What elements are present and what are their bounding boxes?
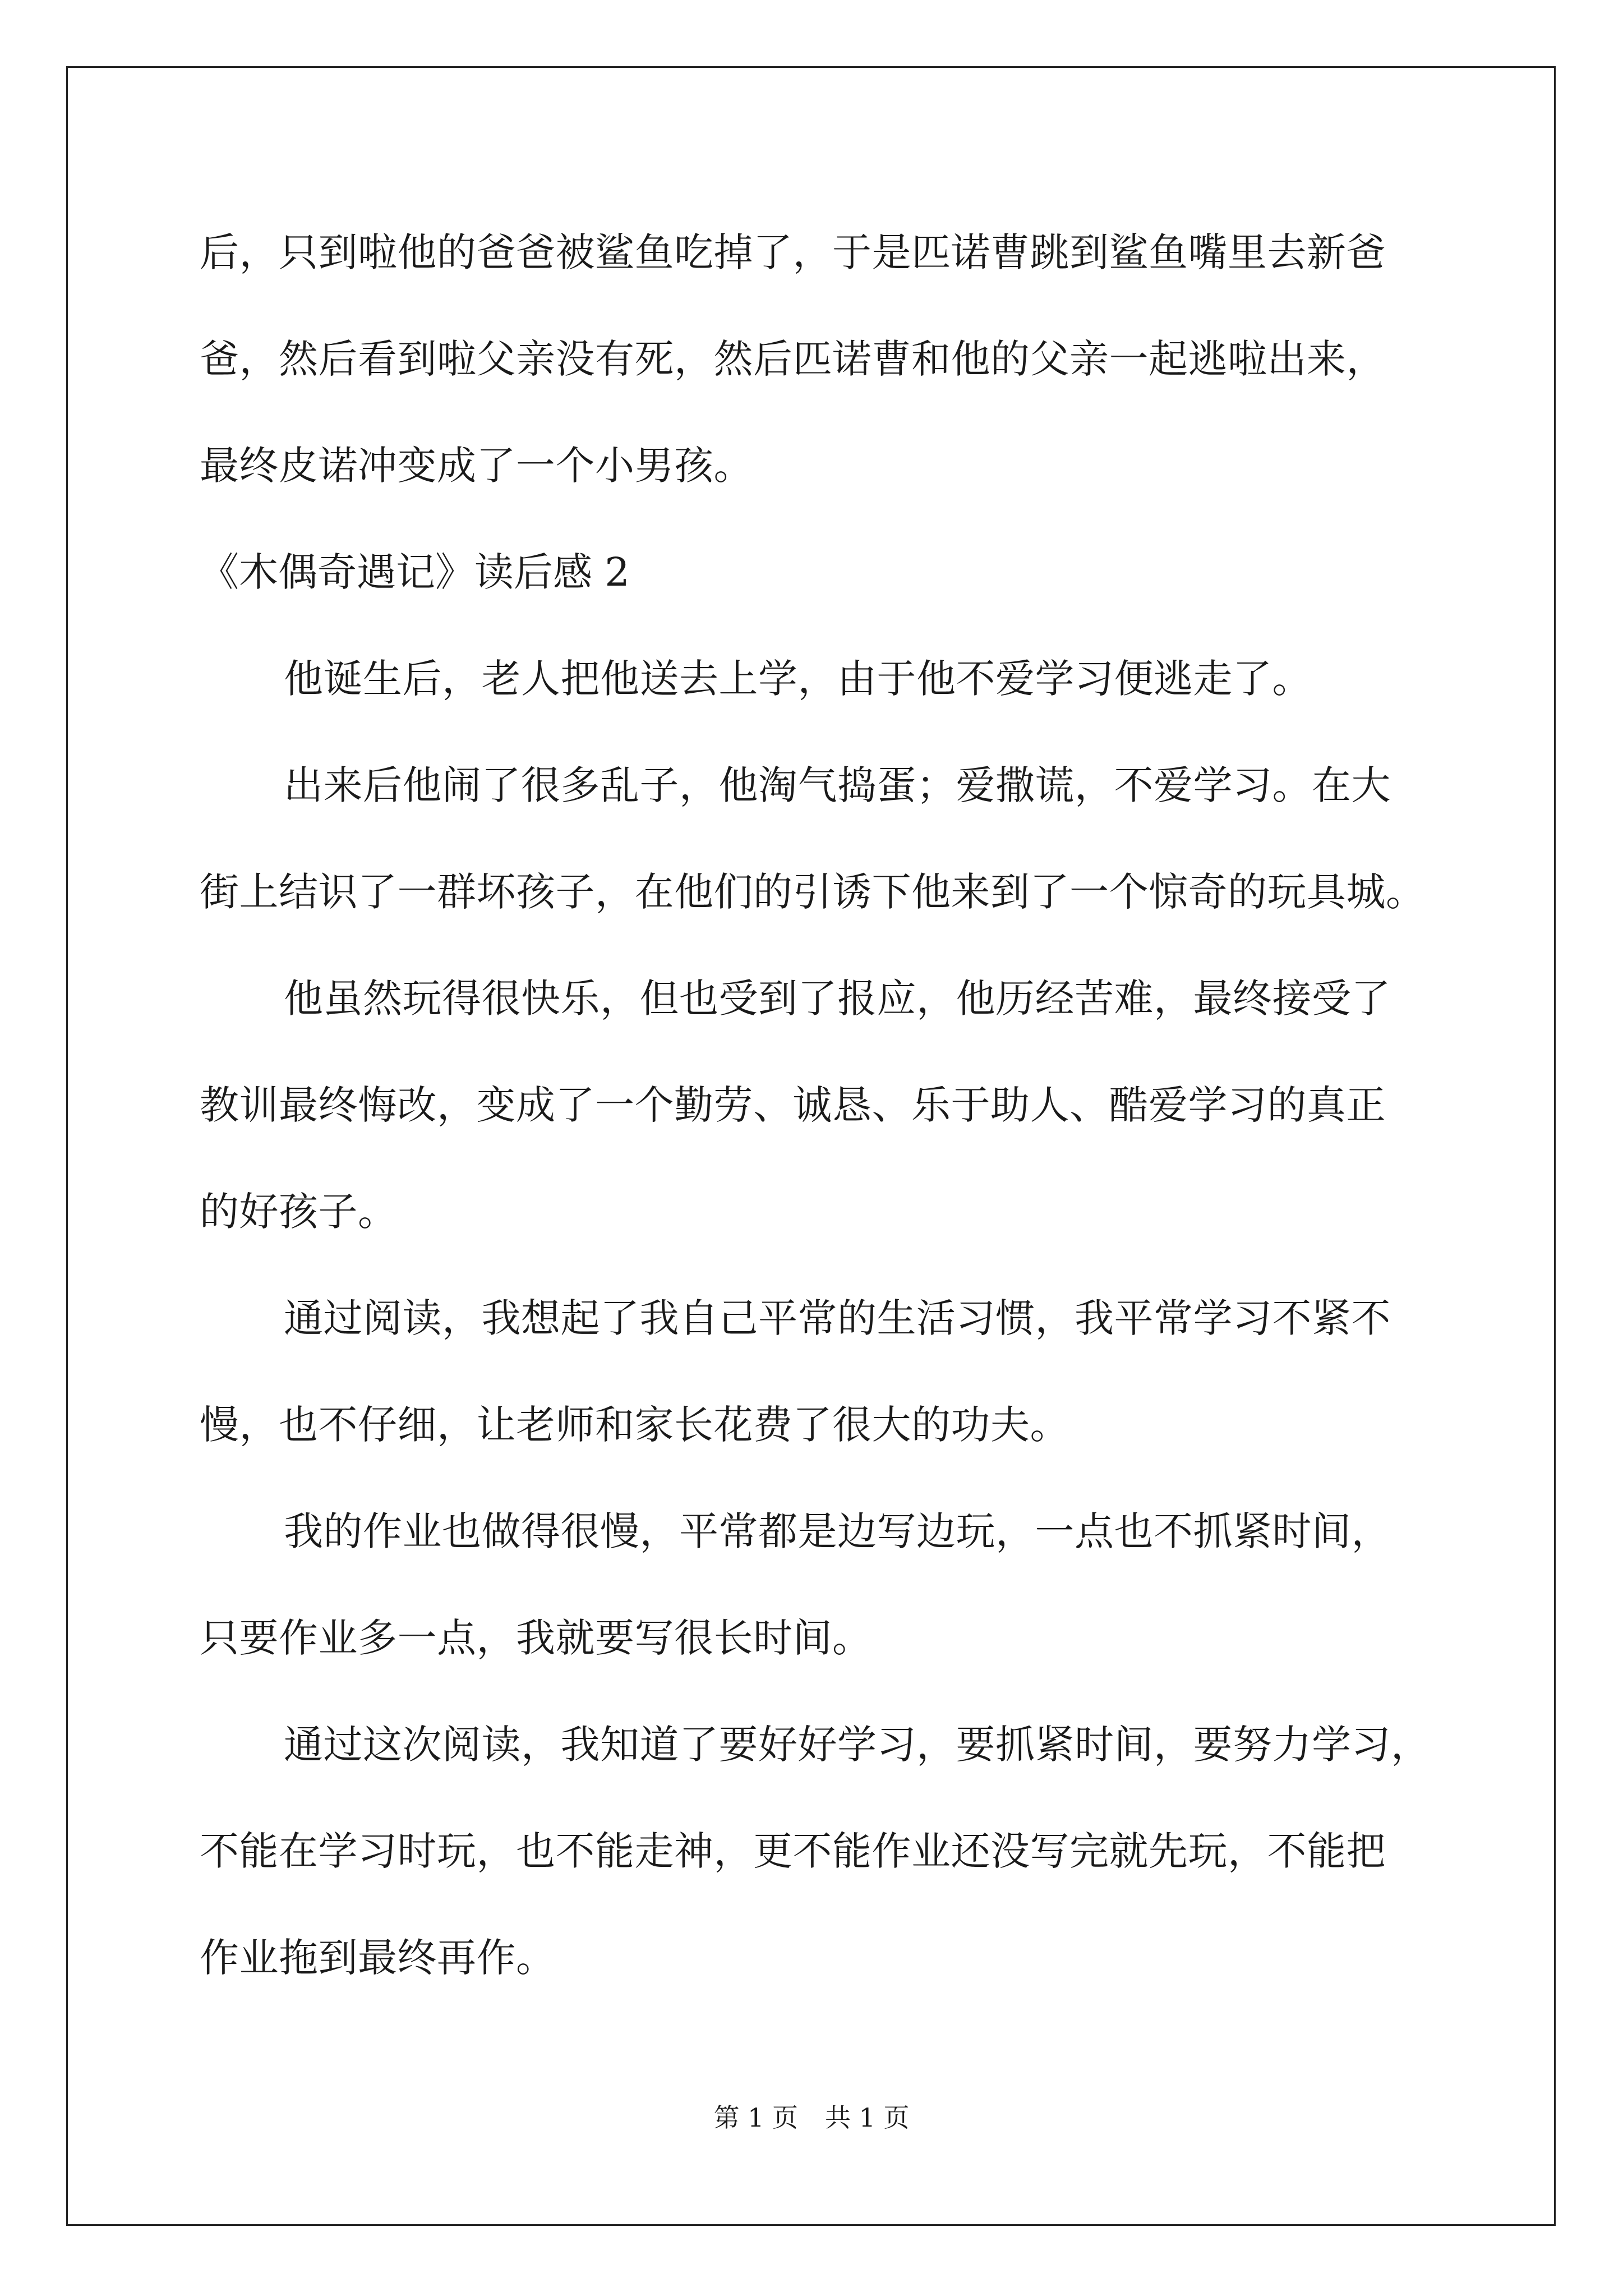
paragraph-line: 慢，也不仔细，让老师和家长花费了很大的功夫。 <box>200 1402 1069 1448</box>
paragraph-line: 我的作业也做得很慢，平常都是边写边玩，一点也不抓紧时间， <box>284 1508 1391 1554</box>
page-border <box>66 66 1556 2226</box>
paragraph-line: 的好孩子。 <box>200 1189 398 1235</box>
paragraph-line: 通过阅读，我想起了我自己平常的生活习惯，我平常学习不紧不 <box>284 1295 1391 1341</box>
section-heading: 《木偶奇遇记》读后感 2 <box>200 549 630 595</box>
paragraph-line: 出来后他闹了很多乱子，他淘气捣蛋；爱撒谎，不爱学习。在大 <box>284 762 1391 808</box>
paragraph-line: 街上结识了一群坏孩子，在他们的引诱下他来到了一个惊奇的玩具城。 <box>200 869 1426 915</box>
text-line: 爸，然后看到啦父亲没有死，然后匹诺曹和他的父亲一起逃啦出来， <box>200 336 1386 382</box>
paragraph-line: 通过这次阅读，我知道了要好好学习，要抓紧时间，要努力学习， <box>284 1722 1431 1768</box>
paragraph-line: 作业拖到最终再作。 <box>200 1935 556 1981</box>
text-line: 最终皮诺冲变成了一个小男孩。 <box>200 443 753 489</box>
paragraph-line: 教训最终悔改，变成了一个勤劳、诚恳、乐于助人、酷爱学习的真正 <box>200 1082 1386 1128</box>
paragraph-line: 他虽然玩得很快乐，但也受到了报应，他历经苦难，最终接受了 <box>284 976 1391 1022</box>
paragraph-line: 只要作业多一点，我就要写很长时间。 <box>200 1615 872 1661</box>
page-footer <box>0 2101 1623 2134</box>
paragraph-line: 他诞生后，老人把他送去上学，由于他不爱学习便逃走了。 <box>284 656 1312 702</box>
page-total: 共 1 页 <box>825 2102 910 2133</box>
text-line: 后，只到啦他的爸爸被鲨鱼吃掉了，于是匹诺曹跳到鲨鱼嘴里去新爸 <box>200 229 1386 275</box>
paragraph-line: 不能在学习时玩，也不能走神，更不能作业还没写完就先玩，不能把 <box>200 1828 1386 1874</box>
page-number: 第 1 页 <box>713 2102 798 2133</box>
